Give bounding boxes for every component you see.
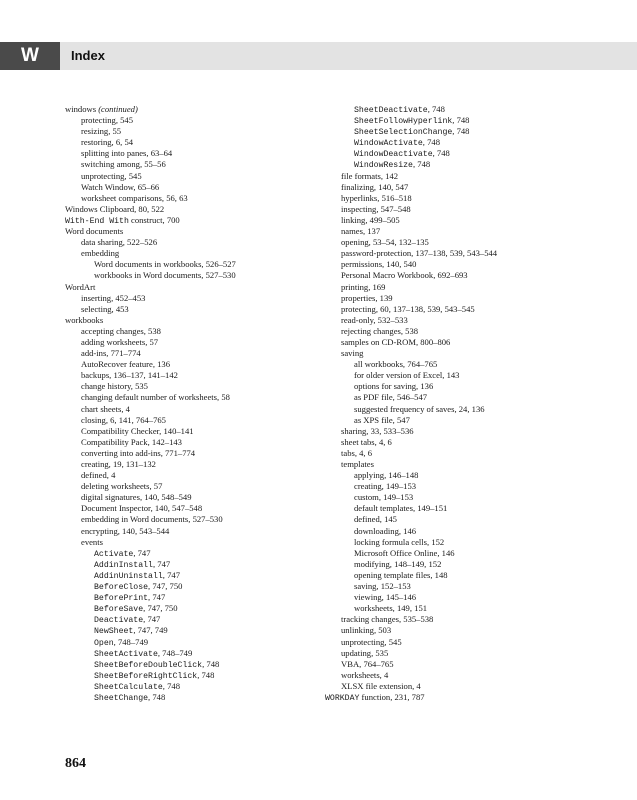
index-entry [325, 326, 625, 337]
index-entry-text: WordArt [65, 281, 96, 292]
index-entry-text: , 748 [452, 126, 470, 137]
index-entry [65, 659, 315, 670]
index-entry-text: deleting worksheets, 57 [81, 481, 163, 492]
index-entry-text: adding worksheets, 57 [81, 336, 159, 347]
index-entry-text: Open [94, 638, 114, 648]
index-entry [65, 104, 315, 115]
index-entry [325, 614, 625, 625]
index-entry-text: WindowDeactivate [354, 150, 433, 160]
index-entry [65, 326, 315, 337]
index-entry [325, 581, 625, 592]
index-entry-text: opening, 53–54, 132–135 [341, 237, 429, 248]
index-entry-text: converting into add-ins, 771–774 [81, 447, 196, 458]
index-entry-text: SheetCalculate [94, 682, 163, 692]
index-entry-text: , 747, 749 [133, 625, 168, 636]
index-entry-text: switching among, 55–56 [81, 159, 166, 170]
index-entry-text: creating, 19, 131–132 [81, 459, 156, 469]
index-entry-text: , 747 [133, 547, 151, 558]
index-entry [65, 592, 315, 603]
index-entry-text: accepting changes, 538 [81, 325, 161, 336]
index-entry-text: SheetChange [94, 693, 149, 703]
index-entry [325, 137, 625, 148]
index-entry-text: linking, 499–505 [341, 214, 400, 225]
index-entry-text: finalizing, 140, 547 [341, 181, 409, 192]
section-letter: W [0, 42, 60, 70]
index-entry-text: file formats, 142 [341, 170, 399, 181]
index-entry [325, 415, 625, 426]
index-entry [65, 293, 315, 304]
index-entry [325, 437, 625, 448]
index-entry-text: , 748 [197, 669, 215, 680]
index-entry [65, 148, 315, 159]
index-entry [65, 470, 315, 481]
index-entry [325, 692, 625, 703]
index-entry [65, 259, 315, 270]
index-entry-text: inspecting, 547–548 [341, 203, 411, 214]
index-entry-text: modifying, 148–149, 152 [354, 558, 442, 569]
index-entry [65, 304, 315, 315]
index-entry [65, 392, 315, 403]
index-entry-text: properties, 139 [341, 292, 393, 303]
index-entry [325, 503, 625, 514]
index-entry-text: SheetSelectionChange [354, 128, 453, 138]
index-entry-text: , 748 [412, 159, 431, 170]
index-entry-text: encrypting, 140, 543–544 [81, 525, 170, 536]
index-entry [325, 159, 625, 170]
index-entry-text: selecting, 453 [81, 303, 129, 314]
index-entry [65, 681, 315, 692]
index-entry-text: Document Inspector, 140, 547–548 [81, 503, 203, 514]
index-entry-text: embedding in Word documents, 527–530 [81, 514, 223, 525]
index-entry [325, 370, 625, 381]
index-entry-text: , 748 [452, 115, 470, 126]
index-entry [65, 182, 315, 193]
index-entry [65, 481, 315, 492]
index-entry [325, 204, 625, 215]
index-entry-text: , 747, 750 [143, 603, 178, 614]
index-entry [65, 237, 315, 248]
index-entry-text: WORKDAY [325, 693, 360, 703]
index-entry-text: as XPS file, 547 [354, 414, 410, 425]
index-entry [65, 126, 315, 137]
index-entry-text: WindowResize [354, 161, 413, 171]
index-entry [325, 104, 625, 115]
index-entry [325, 592, 625, 603]
section-title: Index [71, 48, 105, 63]
index-entry-text: With-End With [65, 216, 129, 226]
index-entry-text: protecting, 545 [81, 115, 134, 126]
index-entry [65, 370, 315, 381]
index-entry [325, 559, 625, 570]
index-entry-text: , 747 [152, 558, 171, 569]
index-entry [65, 137, 315, 148]
index-entry-text: NewSheet [94, 627, 134, 637]
index-entry [325, 481, 625, 492]
index-entry-text: permissions, 140, 540 [341, 259, 417, 270]
index-entry-text: , 748 [148, 691, 166, 702]
index-entry-text: add-ins, 771–774 [81, 348, 141, 359]
index-entry-text: creating, 149–153 [354, 481, 417, 492]
index-entry [65, 448, 315, 459]
index-entry-text: , 748–749 [113, 636, 149, 647]
index-entry-text: SheetBeforeDoubleClick [94, 660, 203, 670]
index-entry-text: AutoRecover feature, 136 [81, 359, 171, 370]
index-entry-text: SheetActivate [94, 649, 158, 659]
index-entry-text: Word documents [65, 226, 124, 237]
index-entry-text: as PDF file, 546–547 [354, 392, 428, 403]
index-entry [325, 670, 625, 681]
index-entry-text: updating, 535 [341, 647, 389, 658]
index-entry [65, 559, 315, 570]
index-entry [325, 637, 625, 648]
index-entry-text: applying, 146–148 [354, 470, 419, 481]
index-entry-text: , 747 [143, 614, 161, 625]
index-entry [65, 381, 315, 392]
index-entry [65, 670, 315, 681]
index-entry [325, 659, 625, 670]
index-entry-text: XLSX file extension, 4 [341, 680, 421, 691]
index-entry [65, 359, 315, 370]
index-entry-text: SheetBeforeRightClick [94, 671, 198, 681]
index-entry-text: , 748 [162, 680, 180, 691]
index-entry-text: viewing, 145–146 [354, 592, 417, 603]
index-entry-text: backups, 136–137, 141–142 [81, 370, 178, 381]
index-entry [325, 381, 625, 392]
index-entry-text: change history, 535 [81, 381, 148, 392]
index-entry-text: Personal Macro Workbook, 692–693 [341, 270, 468, 281]
index-entry-text: names, 137 [341, 226, 381, 237]
index-entry-text: unprotecting, 545 [341, 636, 402, 647]
index-entry-text: locking formula cells, 152 [354, 536, 445, 547]
index-entry [325, 226, 625, 237]
index-entry-text: samples on CD-ROM, 800–806 [341, 336, 451, 347]
index-entry-text: data sharing, 522–526 [81, 237, 158, 248]
index-entry [325, 215, 625, 226]
index-entry-text: password-protection, 137–138, 539, 543–544 [341, 248, 498, 259]
index-entry [65, 159, 315, 170]
index-entry [325, 282, 625, 293]
index-entry-text: tracking changes, 535–538 [341, 614, 434, 625]
index-entry-text: , 748 [422, 137, 440, 148]
index-entry-text: SheetFollowHyperlink [354, 117, 453, 127]
index-entry [65, 115, 315, 126]
index-entry [325, 193, 625, 204]
index-entry [325, 392, 625, 403]
index-entry-text: saving [341, 348, 364, 359]
index-entry-text: unlinking, 503 [341, 625, 392, 636]
index-entry [325, 171, 625, 182]
index-entry-text: WindowActivate [354, 139, 423, 149]
index-entry-text: splitting into panes, 63–64 [81, 148, 173, 159]
index-entry-text: windows [65, 104, 99, 114]
index-entry-text: custom, 149–153 [354, 492, 414, 503]
index-entry [325, 259, 625, 270]
index-entry [65, 537, 315, 548]
index-entry [325, 182, 625, 193]
index-entry-text: worksheets, 149, 151 [354, 603, 428, 614]
index-entry-text: protecting, 60, 137–138, 539, 543–545 [341, 303, 475, 314]
index-entry [325, 148, 625, 159]
index-entry-text: restoring, 6, 54 [81, 137, 134, 148]
index-entry-text: worksheets, 4 [341, 669, 389, 680]
index-entry [65, 492, 315, 503]
index-entry [325, 315, 625, 326]
index-entry-text: events [81, 536, 103, 547]
index-entry [325, 115, 625, 126]
index-entry [325, 470, 625, 481]
index-entry-text: function, 231, 787 [359, 691, 425, 702]
index-entry-text: construct, 700 [128, 214, 180, 225]
index-entry-text: options for saving, 136 [354, 381, 434, 392]
index-entry-text: read-only, 532–533 [341, 314, 408, 325]
index-entry [325, 570, 625, 581]
index-entry [65, 193, 315, 204]
index-entry-text: BeforePrint [94, 594, 149, 604]
index-entry [65, 171, 315, 182]
index-entry-text: Watch Window, 65–66 [81, 181, 160, 192]
index-entry [325, 514, 625, 525]
index-entry [65, 315, 315, 326]
index-entry-text: all workbooks, 764–765 [354, 359, 438, 370]
index-entry [65, 404, 315, 415]
index-entry-text: , 748 [432, 148, 450, 159]
index-entry [65, 426, 315, 437]
index-entry-text: AddinInstall [94, 560, 153, 570]
index-entry-text: sheet tabs, 4, 6 [341, 436, 392, 447]
index-entry [65, 526, 315, 537]
index-entry [325, 426, 625, 437]
index-entry-text: , 748–749 [157, 647, 193, 658]
index-entry [325, 304, 625, 315]
index-entry-text: (continued) [98, 104, 138, 114]
index-entry [65, 581, 315, 592]
index-entry-text: tabs, 4, 6 [341, 447, 373, 458]
index-entry-text: hyperlinks, 516–518 [341, 192, 412, 203]
index-entry [65, 226, 315, 237]
index-entry [325, 625, 625, 636]
index-entry-text: opening template files, 148 [354, 569, 448, 580]
index-entry [65, 603, 315, 614]
index-entry [65, 570, 315, 581]
index-entry [65, 437, 315, 448]
index-entry-text: Activate [94, 549, 134, 559]
index-entry [325, 126, 625, 137]
index-entry [325, 348, 625, 359]
index-entry-text: workbooks in Word documents, 527–530 [94, 270, 236, 281]
index-entry-text: changing default number of worksheets, 58 [81, 392, 230, 403]
index-entry [65, 614, 315, 625]
index-entry-text: saving, 152–153 [354, 581, 411, 592]
index-entry-text: rejecting changes, 538 [341, 325, 419, 336]
index-entry-text: Windows Clipboard, 80, 522 [65, 203, 165, 214]
index-entry-text: worksheet comparisons, 56, 63 [81, 192, 188, 203]
index-entry [65, 215, 315, 226]
index-entry-text: BeforeSave [94, 605, 144, 615]
section-header [0, 42, 637, 70]
index-entry [65, 204, 315, 215]
index-entry-text: downloading, 146 [354, 525, 417, 536]
index-entry [65, 248, 315, 259]
index-entry-text: Word documents in workbooks, 526–527 [94, 259, 236, 270]
index-entry [325, 293, 625, 304]
index-entry-text: embedding [81, 248, 120, 259]
index-entry-text: inserting, 452–453 [81, 292, 146, 303]
index-entry-text: unprotecting, 545 [81, 170, 142, 181]
index-entry [325, 548, 625, 559]
index-entry-text: AddinUninstall [94, 571, 163, 581]
index-entry [325, 648, 625, 659]
index-entry-text: Compatibility Pack, 142–143 [81, 436, 182, 447]
index-entry-text: , 748 [202, 658, 220, 669]
index-entry [325, 337, 625, 348]
index-entry [325, 270, 625, 281]
index-entry-text: Deactivate [94, 616, 144, 626]
index-entry [325, 248, 625, 259]
index-entry [325, 537, 625, 548]
index-entry-text: chart sheets, 4 [81, 403, 130, 414]
index-entry-text: resizing, 55 [81, 126, 122, 137]
index-entry-text: workbooks [65, 314, 104, 325]
index-entry [65, 282, 315, 293]
index-entry [325, 237, 625, 248]
index-entry [65, 548, 315, 559]
index-entry-text: , 747 [162, 569, 180, 580]
index-entry [325, 492, 625, 503]
index-entry-text: SheetDeactivate [354, 106, 428, 115]
index-entry-text: for older version of Excel, 143 [354, 370, 460, 381]
index-entry [65, 514, 315, 525]
index-entry-text: , 747, 750 [148, 581, 183, 592]
index-entry [65, 270, 315, 281]
index-entry-text: Microsoft Office Online, 146 [354, 547, 455, 558]
index-entry-text: defined, 145 [354, 514, 397, 525]
index-entry-text: suggested frequency of saves, 24, 136 [354, 403, 485, 414]
index-entry-text: printing, 169 [341, 281, 386, 292]
index-entry [325, 359, 625, 370]
index-entry-text: digital signatures, 140, 548–549 [81, 492, 192, 503]
index-entry [65, 692, 315, 703]
index-entry [65, 648, 315, 659]
index-entry [325, 404, 625, 415]
index-entry [65, 459, 315, 470]
index-entry-text: sharing, 33, 533–536 [341, 425, 414, 436]
index-entry-text: , 748 [427, 104, 445, 114]
index-entry [65, 625, 315, 636]
index-entry-text: , 747 [148, 592, 166, 603]
index-entry-text: default templates, 149–151 [354, 503, 448, 514]
index-entry-text: defined, 4 [81, 470, 116, 481]
index-entry [325, 526, 625, 537]
index-entry [325, 459, 625, 470]
index-entry-text: templates [341, 459, 374, 469]
page-number: 864 [65, 756, 86, 771]
index-entry [325, 448, 625, 459]
index-entry [65, 415, 315, 426]
index-column-left [65, 104, 315, 703]
index-entry-text: BeforeClose [94, 583, 149, 593]
index-entry [65, 348, 315, 359]
index-entry [325, 681, 625, 692]
index-entry [65, 337, 315, 348]
index-entry [65, 503, 315, 514]
index-entry-text: VBA, 764–765 [341, 658, 394, 669]
index-column-right [325, 104, 625, 703]
index-entry-text: Compatibility Checker, 140–141 [81, 425, 194, 436]
index-entry [65, 637, 315, 648]
index-entry [325, 603, 625, 614]
index-entry-text: closing, 6, 141, 764–765 [81, 414, 166, 425]
